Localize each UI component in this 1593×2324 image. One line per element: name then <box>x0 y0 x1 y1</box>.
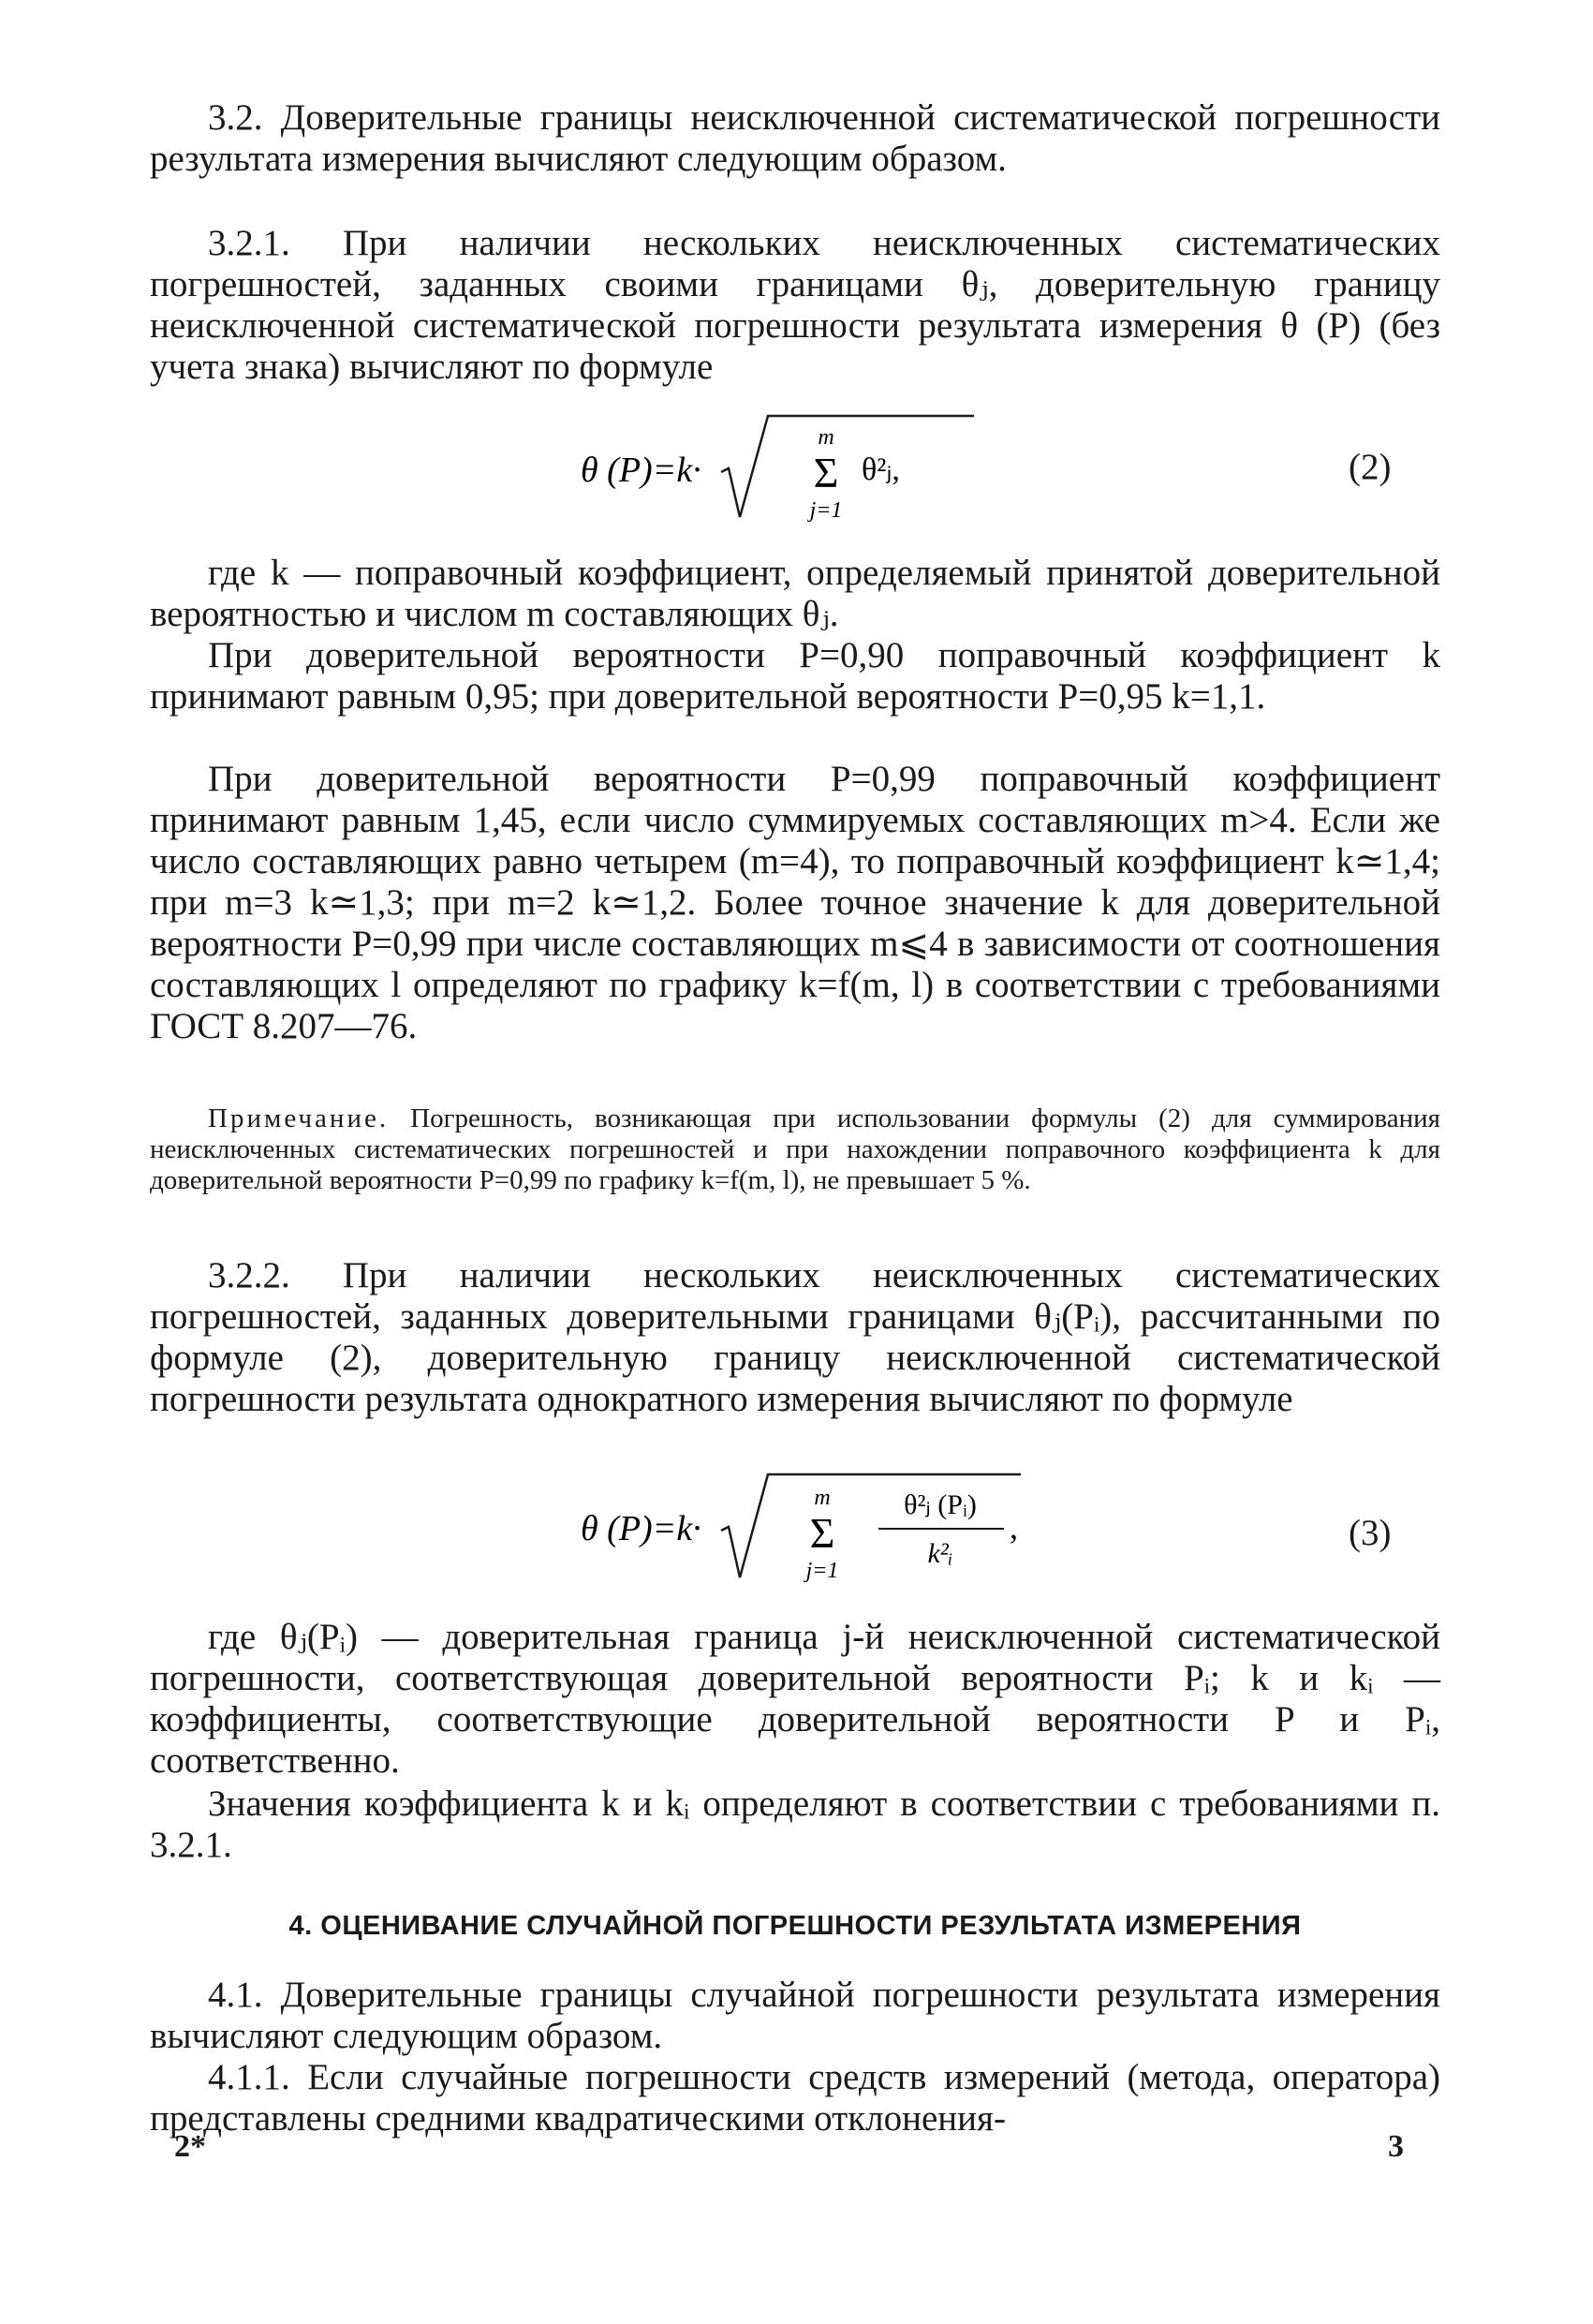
radical-sign-icon <box>721 416 974 517</box>
note-paragraph <box>150 1103 1440 1196</box>
formula-2-sum-sign: Σ <box>813 449 839 496</box>
formula-2 <box>581 403 1105 525</box>
formula-3-sum-sign: Σ <box>809 1509 835 1557</box>
formula-3-numerator: θ²ⱼ (Pᵢ) <box>904 1489 977 1520</box>
formula-2-sum-bottom: j=1 <box>809 498 843 523</box>
paragraph-values: Значения коэффициента k и kᵢ определяют в соответствии с требованиями п. 3.2.1. <box>150 1784 1440 1865</box>
paragraph-4-1: 4.1. Доверительные границы случайной погрешности результата измерения вычисляют следующим образом. <box>150 1975 1440 2056</box>
formula-2-term: θ²ⱼ, <box>862 452 900 487</box>
formula-3-lhs: θ (P)=k· <box>581 1509 701 1548</box>
paragraph-where-theta: где θⱼ(Pᵢ) — доверительная граница j-й неисключенной систематической погрешности, соответствующая доверительной вероятности Pᵢ; k и kᵢ — коэффициенты, соответствующие доверительной вероятности P и Pᵢ, соответственно. <box>150 1617 1440 1781</box>
paragraph-3-2: 3.2. Доверительные границы неисключенной систематической погрешности результата измерения вычисляют следующим образом. <box>150 97 1440 179</box>
equation-number-3: (3) <box>1349 1513 1392 1553</box>
paragraph-where-k: где k — поправочный коэффициент, определяемый принятой доверительной вероятностью и числом m составляющих θⱼ. <box>150 553 1440 634</box>
note-text: Погрешность, возникающая при использовании формулы (2) для суммирования неисключенных систематических погрешностей и при нахождении поправочного коэффициента k для доверительной вероятности P=0,99 по графику k=f(m, l), не превышает 5 %. <box>150 1103 1441 1195</box>
formula-2-lhs: θ (P)=k· <box>581 451 701 490</box>
formula-3-drawing <box>581 1461 1180 1592</box>
paragraph-3-2-1: 3.2.1. При наличии нескольких неисключенных систематических погрешностей, заданных своими границами θⱼ, доверительную границу неисключенной систематической погрешности результата измерения θ (P) (без учета знака) вычисляют по формуле <box>150 223 1440 387</box>
note-label: Примечание. <box>208 1103 390 1133</box>
footer-signature-mark: 2* <box>174 2129 206 2164</box>
paragraph-p-090: При доверительной вероятности P=0,90 поправочный коэффициент k принимают равным 0,95; при доверительной вероятности P=0,95 k=1,1. <box>150 635 1440 717</box>
page-number: 3 <box>1388 2129 1404 2164</box>
formula-3-denominator: k²ᵢ <box>927 1538 953 1569</box>
formula-3-sum-top: m <box>814 1486 831 1510</box>
formula-3-sum-bottom: j=1 <box>805 1559 839 1583</box>
equation-number-2: (2) <box>1349 447 1392 487</box>
formula-3-trail: , <box>1010 1508 1018 1546</box>
paragraph-4-1-1: 4.1.1. Если случайные погрешности средств измерений (метода, оператора) представлены средними квадратическими отклонения- <box>150 2057 1440 2139</box>
paragraph-p-099: При доверительной вероятности P=0,99 поправочный коэффициент принимают равным 1,45, если число суммируемых составляющих m>4. Если же число составляющих равно четырем (m=4), то поправочный коэффициент k≃1,4; при m=3 k≃1,3; при m=2 k≃1,2. Более точное значение k для доверительной вероятности P=0,99 при числе составляющих m⩽4 в зависимости от соотношения составляющих l определяют по графику k=f(m, l) в соответствии с требованиями ГОСТ 8.207—76. <box>150 759 1440 1046</box>
formula-2-sum-top: m <box>818 425 834 450</box>
paragraph-3-2-2: 3.2.2. При наличии нескольких неисключенных систематических погрешностей, заданных доверительными границами θⱼ(Pᵢ), рассчитанными по формуле (2), доверительную границу неисключенной систематической погрешности результата однократного измерения вычисляют по формуле <box>150 1255 1440 1419</box>
section-heading: 4. ОЦЕНИВАНИЕ СЛУЧАЙНОЙ ПОГРЕШНОСТИ РЕЗУЛЬТАТА ИЗМЕРЕНИЯ <box>288 1911 1302 1941</box>
formula-2-drawing <box>581 403 1105 525</box>
formula-3 <box>581 1461 1180 1592</box>
